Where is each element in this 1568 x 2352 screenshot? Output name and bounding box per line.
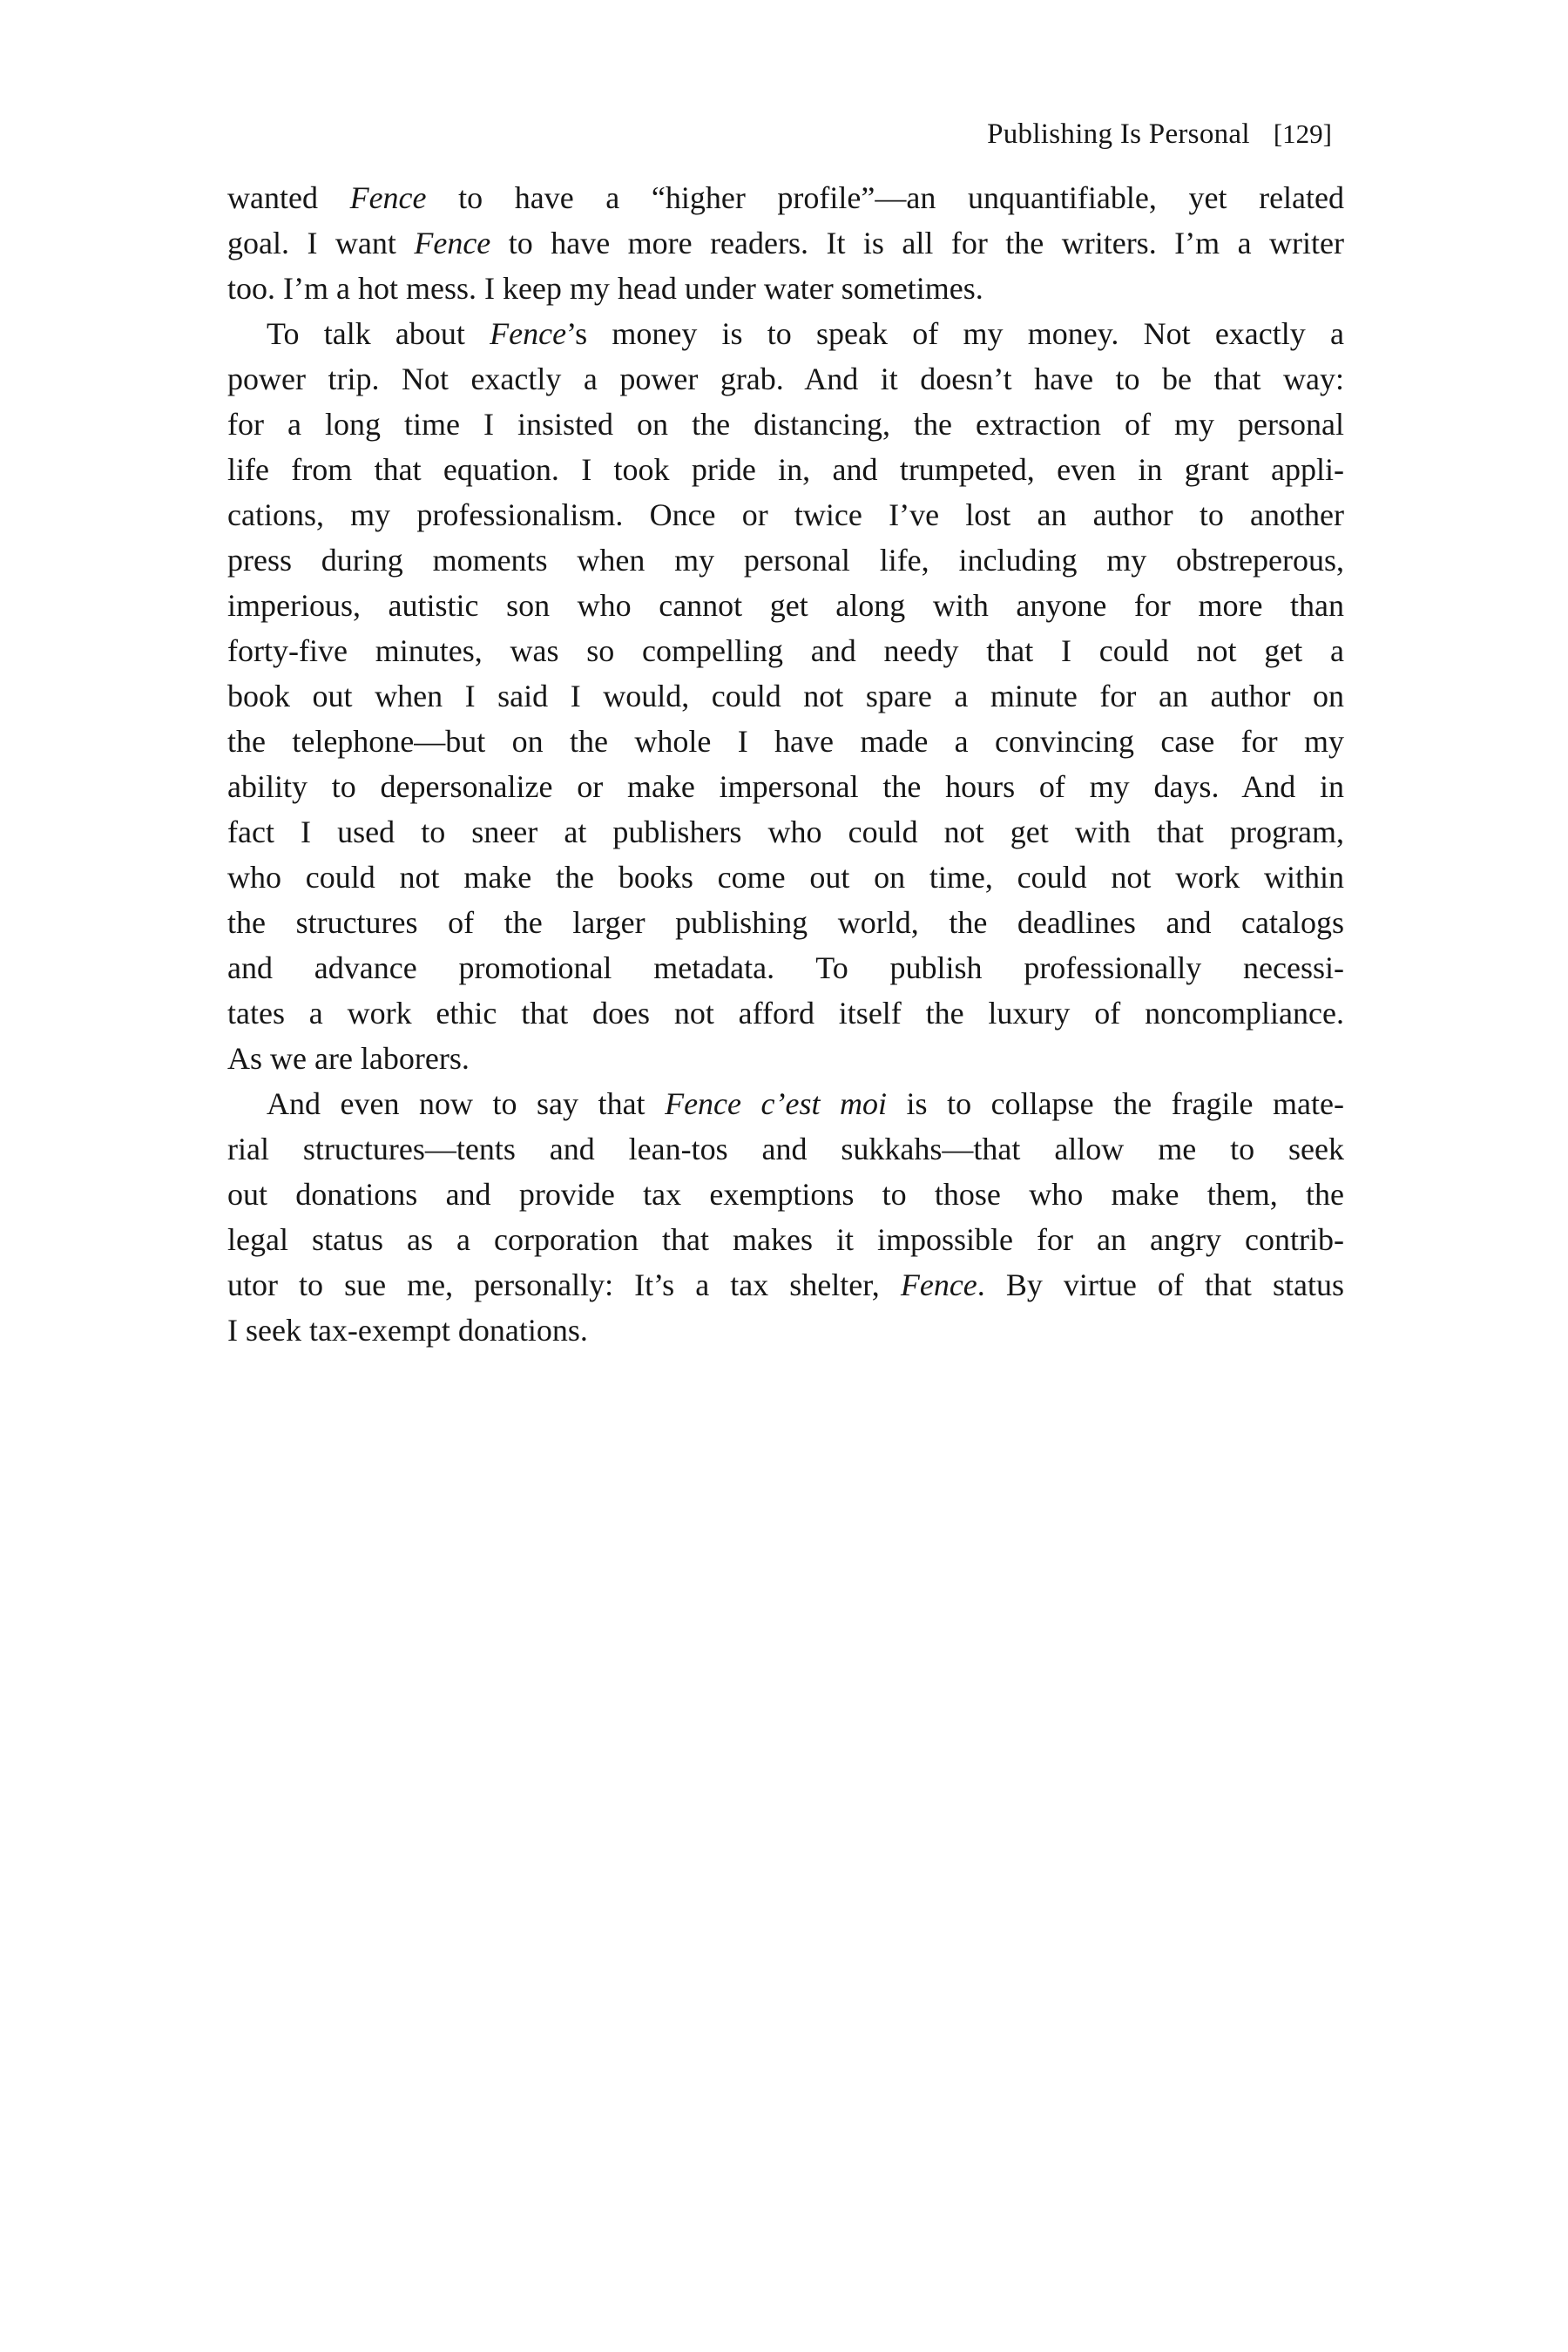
italic-run: Fence bbox=[414, 226, 491, 260]
text-line bbox=[227, 855, 1344, 900]
paragraph-1 bbox=[227, 175, 1344, 311]
text-line bbox=[227, 673, 1344, 719]
text-line bbox=[227, 175, 1344, 220]
text-line bbox=[227, 990, 1344, 1036]
running-header-title: Publishing Is Personal bbox=[987, 118, 1250, 150]
line-content bbox=[227, 809, 1344, 855]
text-run: for a long time I insisted on the distancing, the extraction of my personal bbox=[227, 407, 1344, 442]
running-header bbox=[227, 117, 1332, 152]
text-line bbox=[227, 1126, 1344, 1172]
text-run: legal status as a corporation that makes it impossible for an angry contrib- bbox=[227, 1222, 1344, 1257]
text-line bbox=[227, 583, 1344, 628]
line-content bbox=[227, 537, 1344, 583]
text-run: to have more readers. It is all for the writers. I’m a writer bbox=[490, 226, 1344, 260]
line-content bbox=[227, 673, 1344, 719]
text-run: fact I used to sneer at publishers who could not get with that program, bbox=[227, 814, 1344, 849]
line-content bbox=[227, 1036, 470, 1081]
text-line bbox=[227, 809, 1344, 855]
line-content bbox=[227, 356, 1344, 402]
line-content bbox=[227, 990, 1344, 1036]
text-run: too. I’m a hot mess. I keep my head under water sometimes. bbox=[227, 271, 983, 306]
text-run: . By virtue of that status bbox=[977, 1267, 1344, 1302]
text-run: is to collapse the fragile mate- bbox=[887, 1086, 1344, 1121]
line-content bbox=[227, 945, 1344, 990]
line-content bbox=[227, 628, 1344, 673]
paragraph-indent bbox=[227, 1113, 267, 1114]
text-run: I seek tax-exempt donations. bbox=[227, 1313, 588, 1348]
page-number: [129] bbox=[1273, 118, 1332, 149]
text-line bbox=[227, 220, 1344, 266]
text-run: and advance promotional metadata. To publish professionally necessi- bbox=[227, 950, 1344, 985]
line-content bbox=[227, 719, 1344, 764]
body-text-block bbox=[227, 175, 1344, 1353]
text-line bbox=[227, 1262, 1344, 1308]
paragraph-2 bbox=[227, 311, 1344, 1081]
text-run: utor to sue me, personally: It’s a tax shelter, bbox=[227, 1267, 901, 1302]
text-line bbox=[227, 1217, 1344, 1262]
text-run: rial structures—tents and lean-tos and sukkahs—that allow me to seek bbox=[227, 1132, 1344, 1166]
text-line bbox=[227, 900, 1344, 945]
text-run: imperious, autistic son who cannot get along with anyone for more than bbox=[227, 588, 1344, 623]
text-run: cations, my professionalism. Once or twice I’ve lost an author to another bbox=[227, 497, 1344, 532]
text-run: And even now to say that bbox=[267, 1086, 666, 1121]
text-run: life from that equation. I took pride in, and trumpeted, even in grant appli- bbox=[227, 452, 1344, 487]
italic-run: Fence c’est moi bbox=[665, 1086, 888, 1121]
text-run: goal. I want bbox=[227, 226, 415, 260]
line-content bbox=[227, 583, 1344, 628]
text-line bbox=[227, 1036, 1344, 1081]
line-content bbox=[227, 311, 1344, 356]
text-run: who could not make the books come out on time, could not work within bbox=[227, 860, 1344, 895]
text-run: forty-five minutes, was so compelling and needy that I could not get a bbox=[227, 633, 1344, 668]
line-content bbox=[227, 220, 1344, 266]
text-line bbox=[227, 492, 1344, 537]
text-run: book out when I said I would, could not spare a minute for an author on bbox=[227, 679, 1344, 713]
text-line bbox=[227, 266, 1344, 311]
text-run: the telephone—but on the whole I have made a convincing case for my bbox=[227, 724, 1344, 759]
line-content bbox=[227, 764, 1344, 809]
text-run: To talk about bbox=[267, 316, 490, 351]
text-line bbox=[227, 402, 1344, 447]
text-line bbox=[227, 1308, 1344, 1353]
line-content bbox=[227, 1126, 1344, 1172]
italic-run: Fence bbox=[349, 180, 427, 215]
text-run: to have a “higher profile”—an unquantifiable, yet related bbox=[426, 180, 1345, 215]
line-content bbox=[227, 1262, 1344, 1308]
line-content bbox=[227, 175, 1344, 220]
line-content bbox=[227, 1081, 1344, 1126]
text-line bbox=[227, 311, 1344, 356]
italic-run: Fence bbox=[490, 316, 567, 351]
paragraph-indent bbox=[227, 343, 267, 344]
line-content bbox=[227, 900, 1344, 945]
line-content bbox=[227, 492, 1344, 537]
line-content bbox=[227, 1308, 588, 1353]
text-run: power trip. Not exactly a power grab. And it doesn’t have to be that way: bbox=[227, 362, 1344, 396]
text-line bbox=[227, 447, 1344, 492]
text-run: ’s money is to speak of my money. Not exactly a bbox=[566, 316, 1344, 351]
line-content bbox=[227, 855, 1344, 900]
text-line bbox=[227, 1081, 1344, 1126]
line-content bbox=[227, 1217, 1344, 1262]
text-line bbox=[227, 719, 1344, 764]
text-run: out donations and provide tax exemptions to those who make them, the bbox=[227, 1177, 1344, 1212]
text-run: tates a work ethic that does not afford itself the luxury of noncompliance. bbox=[227, 996, 1344, 1031]
italic-run: Fence bbox=[900, 1267, 977, 1302]
text-run: As we are laborers. bbox=[227, 1041, 470, 1076]
text-line bbox=[227, 1172, 1344, 1217]
text-run: press during moments when my personal life, including my obstreperous, bbox=[227, 543, 1344, 578]
text-line bbox=[227, 764, 1344, 809]
line-content bbox=[227, 447, 1344, 492]
text-line bbox=[227, 537, 1344, 583]
text-run: ability to depersonalize or make impersonal the hours of my days. And in bbox=[227, 769, 1344, 804]
line-content bbox=[227, 1172, 1344, 1217]
line-content bbox=[227, 266, 983, 311]
text-run: wanted bbox=[227, 180, 350, 215]
line-content bbox=[227, 402, 1344, 447]
text-line bbox=[227, 356, 1344, 402]
text-run: the structures of the larger publishing world, the deadlines and catalogs bbox=[227, 905, 1344, 940]
text-line bbox=[227, 628, 1344, 673]
paragraph-3 bbox=[227, 1081, 1344, 1353]
text-line bbox=[227, 945, 1344, 990]
